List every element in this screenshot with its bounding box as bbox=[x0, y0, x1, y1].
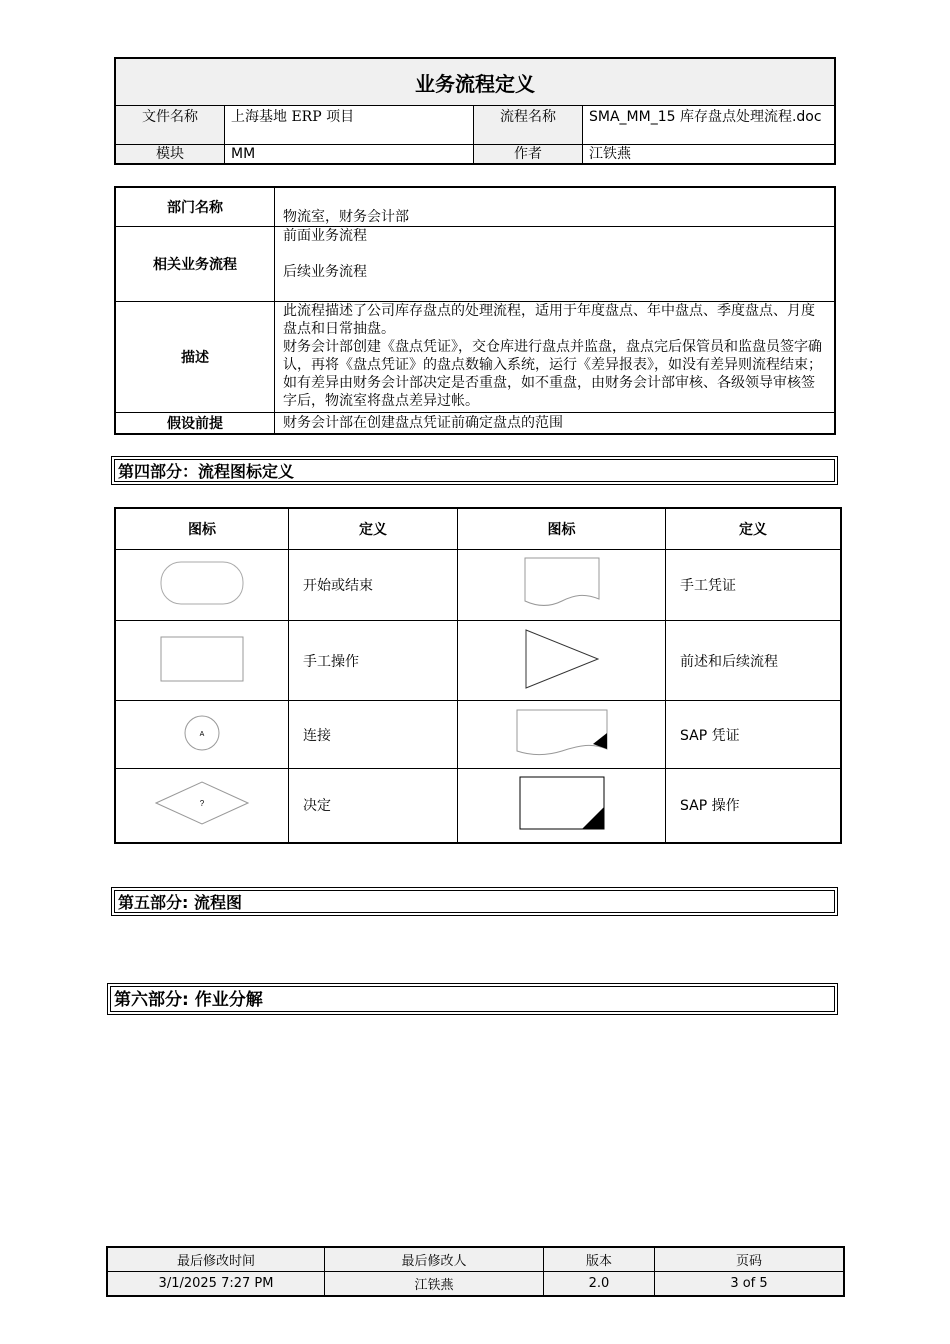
decision-icon bbox=[115, 769, 289, 843]
connector-icon bbox=[115, 701, 289, 769]
terminator-icon bbox=[115, 550, 289, 621]
desc-paragraph-1: 此流程描述了公司库存盘点的处理流程，适用于年度盘点、年中盘点、季度盘点、月度盘点和日常抽盘。 bbox=[283, 302, 815, 337]
section-6-heading: 第六部分: 作业分解 bbox=[110, 986, 835, 1012]
def-sap-operation: SAP 操作 bbox=[666, 769, 842, 843]
dept-value: 物流室，财务会计部 bbox=[275, 187, 836, 226]
dept-label: 部门名称 bbox=[115, 187, 275, 226]
desc-label: 描述 bbox=[115, 301, 275, 412]
modified-time-value: 3/1/2025 7:27 PM bbox=[107, 1272, 325, 1297]
file-name-value: 上海基地 ERP 项目 bbox=[225, 106, 474, 145]
related-prev: 前面业务流程 bbox=[283, 227, 367, 244]
doc-title: 业务流程定义 bbox=[115, 58, 835, 106]
assume-label: 假设前提 bbox=[115, 412, 275, 434]
related-label: 相关业务流程 bbox=[115, 226, 275, 301]
related-value bbox=[275, 226, 836, 301]
module-label: 模块 bbox=[115, 145, 225, 165]
modified-by-value: 江铁燕 bbox=[325, 1272, 544, 1297]
document-icon bbox=[458, 550, 666, 621]
col-icon-1: 图标 bbox=[115, 508, 289, 550]
sap-document-icon bbox=[458, 701, 666, 769]
module-value: MM bbox=[225, 145, 474, 165]
def-sap-voucher: SAP 凭证 bbox=[666, 701, 842, 769]
decision-symbol: ? bbox=[199, 799, 205, 809]
def-start-end: 开始或结束 bbox=[289, 550, 458, 621]
section-5-heading: 第五部分: 流程图 bbox=[114, 890, 835, 913]
icon-definition-table bbox=[114, 507, 842, 844]
header-table bbox=[114, 57, 836, 165]
def-connector: 连接 bbox=[289, 701, 458, 769]
related-next: 后续业务流程 bbox=[283, 263, 367, 280]
col-def-2: 定义 bbox=[666, 508, 842, 550]
sap-process-icon bbox=[458, 769, 666, 843]
connector-letter: A bbox=[199, 730, 205, 738]
page-value: 3 of 5 bbox=[655, 1272, 845, 1297]
col-icon-2: 图标 bbox=[458, 508, 666, 550]
modified-time-label: 最后修改时间 bbox=[107, 1247, 325, 1272]
col-def-1: 定义 bbox=[289, 508, 458, 550]
section-4-heading: 第四部分：流程图标定义 bbox=[114, 459, 835, 482]
triangle-icon bbox=[458, 621, 666, 701]
footer-table bbox=[106, 1246, 845, 1297]
process-name-label: 流程名称 bbox=[474, 106, 583, 145]
def-decision: 决定 bbox=[289, 769, 458, 843]
def-manual-operation: 手工操作 bbox=[289, 621, 458, 701]
def-manual-voucher: 手工凭证 bbox=[666, 550, 842, 621]
assume-value: 财务会计部在创建盘点凭证前确定盘点的范围 bbox=[275, 412, 836, 434]
info-table bbox=[114, 186, 836, 435]
author-value: 江铁燕 bbox=[583, 145, 836, 165]
version-value: 2.0 bbox=[544, 1272, 655, 1297]
def-prev-next-process: 前述和后续流程 bbox=[666, 621, 842, 701]
desc-value bbox=[275, 301, 836, 412]
version-label: 版本 bbox=[544, 1247, 655, 1272]
process-icon bbox=[115, 621, 289, 701]
modified-by-label: 最后修改人 bbox=[325, 1247, 544, 1272]
file-name-label: 文件名称 bbox=[115, 106, 225, 145]
author-label: 作者 bbox=[474, 145, 583, 165]
page-label: 页码 bbox=[655, 1247, 845, 1272]
desc-paragraph-2: 财务会计部创建《盘点凭证》，交仓库进行盘点并监盘，盘点完后保管员和监盘员签字确认，再将《盘点凭证》的盘点数输入系统，运行《差异报表》，如没有差异则流程结束；如有差异由财务会计部决定是否重盘，如不重盘，由财务会计部审核、各级领导审核签字后，物流室将盘点差异过帐。 bbox=[283, 338, 822, 409]
process-name-value: SMA_MM_15 库存盘点处理流程.doc bbox=[583, 106, 836, 145]
